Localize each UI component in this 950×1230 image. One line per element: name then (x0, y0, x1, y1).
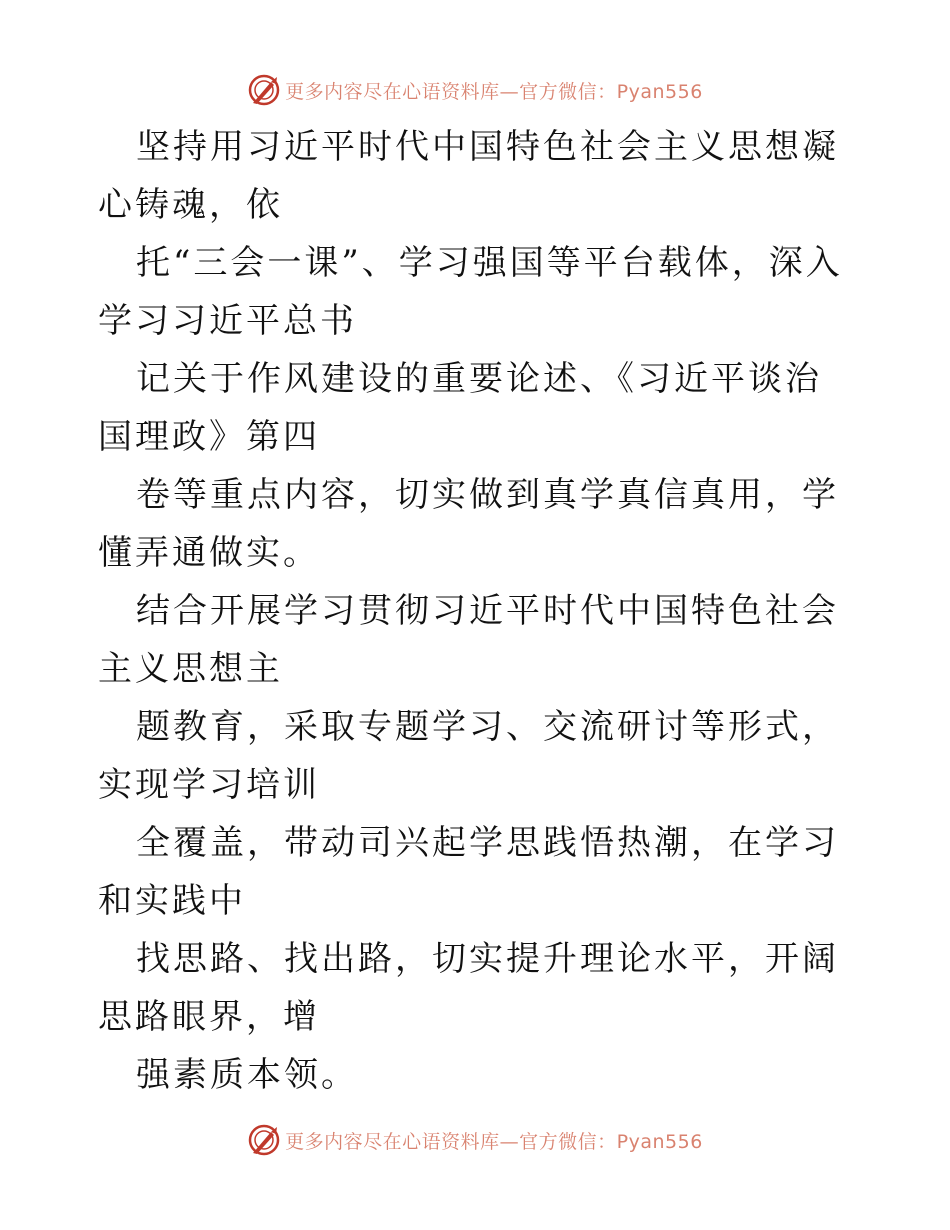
quill-logo-icon (247, 1123, 281, 1157)
body-line: 卷等重点内容，切实做到真学真信真用，学懂弄通做实。 (98, 475, 839, 573)
watermark-site-text: 更多内容尽在心语资料库— (285, 80, 520, 103)
body-line: 找思路、找出路，切实提升理论水平，开阔思路眼界，增 (98, 939, 839, 1037)
document-body (98, 118, 858, 1104)
body-line: 记关于作风建设的重要论述、《习近平谈治国理政》第四 (98, 359, 822, 457)
quill-logo-icon (247, 73, 281, 107)
watermark-wechat-text: 官方微信：Pyan556 (519, 1130, 703, 1153)
body-line: 托“三会一课”、学习强国等平台载体，深入学习习近平总书 (98, 243, 843, 341)
body-line: 结合开展学习贯彻习近平时代中国特色社会主义思想主 (98, 591, 839, 689)
footer-watermark (0, 1120, 950, 1160)
body-line: 强素质本领。 (136, 1055, 358, 1095)
header-watermark (0, 70, 950, 110)
body-line: 题教育，采取专题学习、交流研讨等形式，实现学习培训 (98, 707, 839, 805)
watermark-wechat-text: 官方微信：Pyan556 (519, 80, 703, 103)
watermark-site-text: 更多内容尽在心语资料库— (285, 1130, 520, 1153)
body-line: 坚持用习近平时代中国特色社会主义思想凝心铸魂，依 (98, 127, 839, 225)
body-line: 全覆盖，带动司兴起学思践悟热潮，在学习和实践中 (98, 823, 839, 921)
